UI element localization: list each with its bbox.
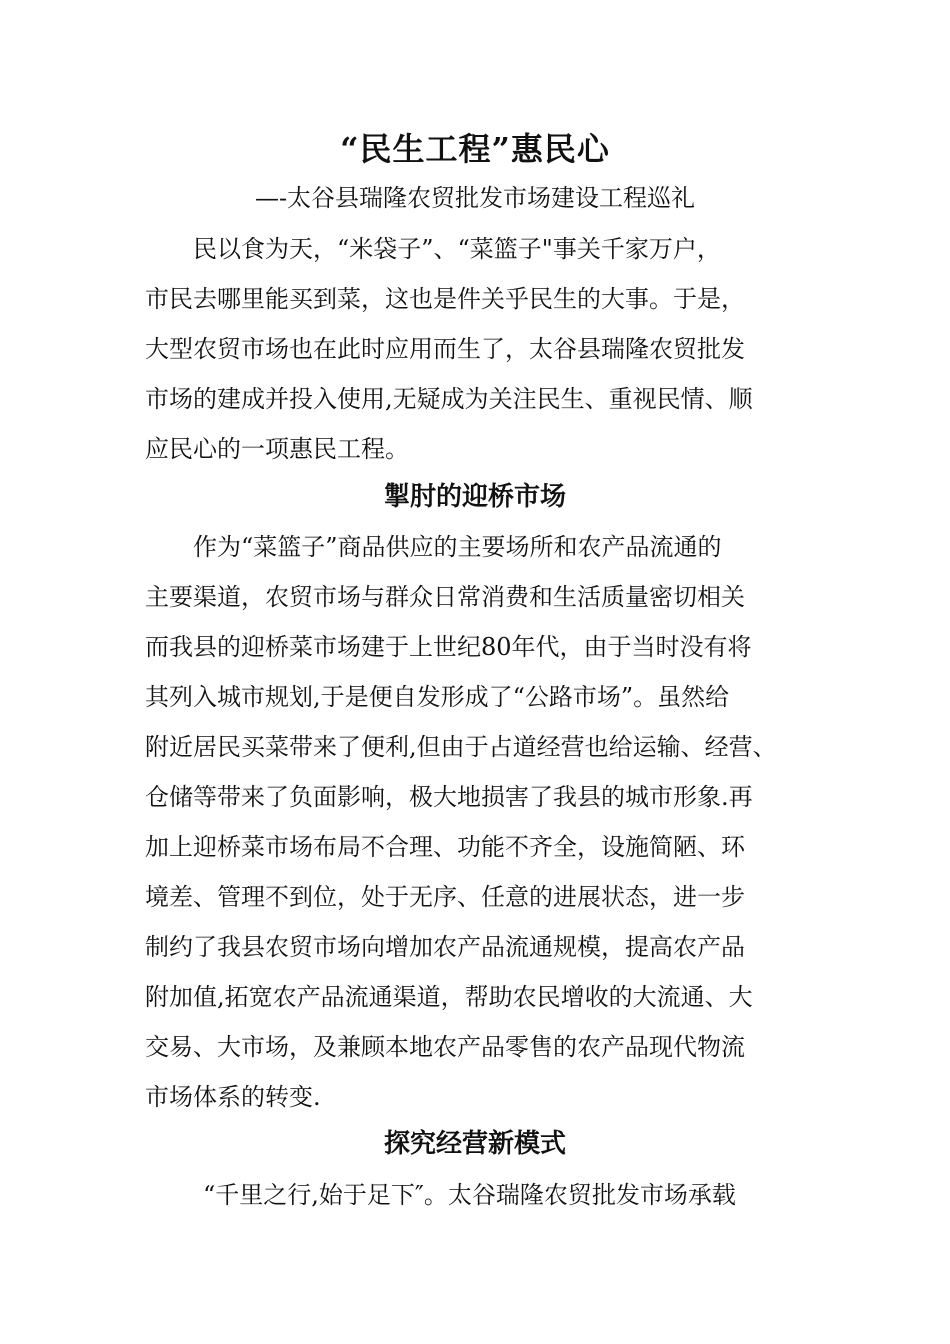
paragraph-line: 附近居民买菜带来了便利,但由于占道经营也给运输、经营、 bbox=[145, 733, 777, 761]
paragraph-line: 交易、大市场，及兼顾本地农产品零售的农产品现代物流 bbox=[145, 1033, 745, 1061]
paragraph-line: 大型农贸市场也在此时应用而生了，太谷县瑞隆农贸批发 bbox=[145, 335, 745, 363]
intro-paragraph bbox=[145, 224, 815, 474]
paragraph-line: 民以食为天，“米袋子”、“菜篮子"事关千家万户， bbox=[193, 235, 721, 263]
paragraph-line: 其列入城市规划,于是便自发形成了“公路市场”。虽然给 bbox=[145, 683, 730, 711]
paragraph-line: 附加值,拓宽农产品流通渠道，帮助农民增收的大流通、大 bbox=[145, 983, 753, 1011]
section1-paragraph bbox=[145, 522, 815, 1122]
document-title: “民生工程”惠民心 bbox=[340, 130, 610, 168]
paragraph-line: 应民心的一项惠民工程。 bbox=[145, 435, 409, 463]
section-heading-yingqiao-market: 掣肘的迎桥市场 bbox=[383, 482, 566, 512]
paragraph-line: 制约了我县农贸市场向增加农产品流通规模，提高农产品 bbox=[145, 933, 745, 961]
document-subtitle: —-太谷县瑞隆农贸批发市场建设工程巡礼 bbox=[254, 184, 696, 212]
paragraph-line: “千里之行,始于足下″。太谷瑞隆农贸批发市场承载 bbox=[203, 1181, 736, 1209]
section2-paragraph bbox=[145, 1170, 815, 1220]
paragraph-line: 作为“菜篮子”商品供应的主要场所和农产品流通的 bbox=[193, 533, 722, 561]
paragraph-line: 市民去哪里能买到菜，这也是件关乎民生的大事。于是， bbox=[145, 285, 745, 313]
paragraph-line: 境差、管理不到位，处于无序、任意的进展状态，进一步 bbox=[145, 883, 745, 911]
section-heading-new-business-model: 探究经营新模式 bbox=[383, 1129, 566, 1159]
paragraph-line: 主要渠道，农贸市场与群众日常消费和生活质量密切相关 bbox=[145, 583, 745, 611]
paragraph-line: 而我县的迎桥菜市场建于上世纪80年代，由于当时没有将 bbox=[145, 633, 752, 661]
paragraph-line: 市场的建成并投入使用,无疑成为关注民生、重视民情、顺 bbox=[145, 385, 753, 413]
paragraph-line: 市场体系的转变. bbox=[145, 1083, 321, 1111]
paragraph-line: 加上迎桥菜市场布局不合理、功能不齐全，设施简陋、环 bbox=[145, 833, 745, 861]
paragraph-line: 仓储等带来了负面影响，极大地损害了我县的城市形象.再 bbox=[145, 783, 753, 811]
